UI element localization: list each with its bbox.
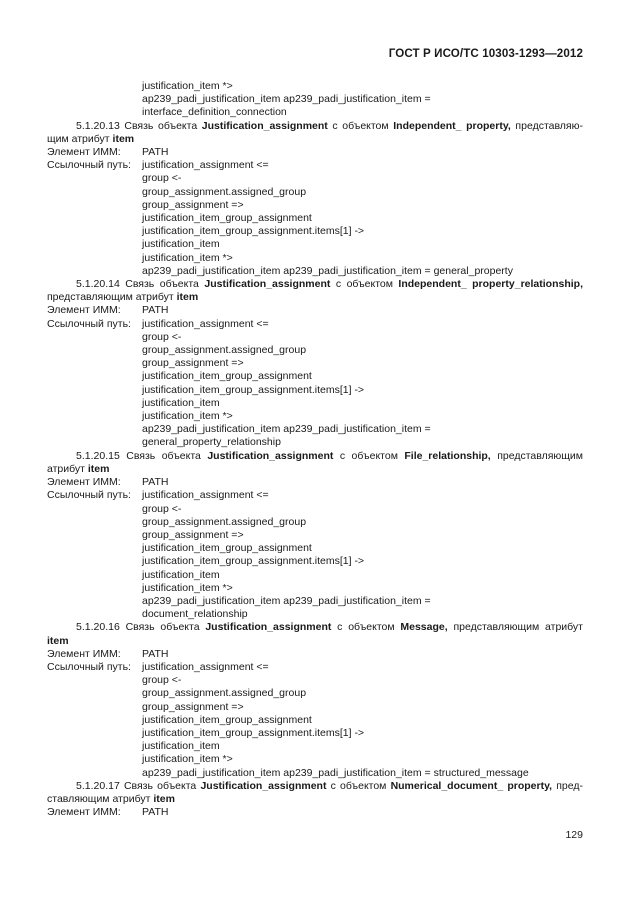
section-paragraph bbox=[47, 780, 583, 806]
reference-path-line: justification_item *> bbox=[142, 80, 233, 92]
paragraph-text: пред-ставляющим атрибут bbox=[47, 779, 583, 805]
reference-path-line: general_property_relationship bbox=[142, 436, 281, 449]
bold-term: Justification_assignment bbox=[205, 621, 332, 634]
field-label: Ссылочный путь: bbox=[47, 489, 131, 502]
section-paragraph bbox=[47, 621, 583, 647]
reference-path-line: group <- bbox=[142, 502, 182, 515]
bold-term: Justification_assignment bbox=[201, 119, 328, 132]
reference-path-line: justification_item bbox=[142, 740, 220, 753]
bold-term: item bbox=[153, 792, 175, 805]
field-value: justification_assignment <= bbox=[142, 489, 269, 502]
reference-path-line: group_assignment.assigned_group bbox=[142, 687, 307, 700]
labeled-line bbox=[47, 661, 583, 674]
reference-path-line: justification_item *> bbox=[142, 753, 233, 766]
paragraph-text: 5.1.20.16 Связь объекта bbox=[76, 621, 206, 634]
reference-path-line: ap239_padi_justification_item ap239_padi_justification_item = bbox=[142, 423, 431, 436]
field-value: PATH bbox=[142, 146, 169, 159]
reference-path-line: ap239_padi_justification_item ap239_padi_justification_item = bbox=[142, 93, 431, 106]
page-number: 129 bbox=[565, 829, 583, 841]
labeled-line bbox=[47, 304, 583, 317]
field-label: Элемент ИММ: bbox=[47, 647, 121, 660]
field-value: justification_assignment <= bbox=[142, 159, 269, 172]
bold-term: Numerical_document_ property, bbox=[390, 779, 553, 792]
paragraph-text: 5.1.20.13 Связь объекта bbox=[76, 119, 202, 132]
reference-path-line: group <- bbox=[142, 172, 182, 185]
reference-path-line: justification_item bbox=[142, 396, 220, 409]
field-label: Элемент ИММ: bbox=[47, 146, 121, 159]
paragraph-text: представляющим атрибут bbox=[47, 291, 177, 304]
bold-term: Justification_assignment bbox=[204, 278, 331, 291]
reference-path-line: justification_item *> bbox=[142, 581, 233, 594]
bold-term: File_relationship, bbox=[404, 449, 491, 462]
reference-path-line: justification_item_group_assignment.items[1] -> bbox=[142, 225, 365, 238]
reference-path-line: interface_definition_connection bbox=[142, 106, 287, 119]
field-value: justification_assignment <= bbox=[142, 317, 269, 330]
reference-path-line: group_assignment => bbox=[142, 357, 244, 370]
reference-path-line: group_assignment.assigned_group bbox=[142, 515, 307, 528]
reference-path-line: group_assignment.assigned_group bbox=[142, 185, 307, 198]
section-paragraph bbox=[47, 120, 583, 146]
section-paragraph bbox=[47, 450, 583, 476]
bold-term: item bbox=[176, 291, 199, 304]
paragraph-text: с объектом bbox=[331, 621, 401, 634]
document-header: ГОСТ Р ИСО/ТС 10303-1293—2012 bbox=[388, 47, 583, 60]
bold-term: Message, bbox=[400, 621, 448, 634]
labeled-line bbox=[47, 159, 583, 172]
paragraph-text: 5.1.20.17 Связь объекта bbox=[76, 779, 201, 792]
paragraph-text: 5.1.20.14 Связь объекта bbox=[76, 278, 205, 291]
paragraph-text: представляю-щим атрибут bbox=[47, 119, 583, 145]
paragraph-text: с объектом bbox=[326, 779, 391, 792]
labeled-line bbox=[47, 146, 583, 159]
reference-path-line: justification_item_group_assignment.items[1] -> bbox=[142, 555, 365, 568]
reference-path-line: justification_item_group_assignment bbox=[142, 212, 312, 225]
field-value: PATH bbox=[142, 647, 169, 660]
reference-path-line: document_relationship bbox=[142, 608, 248, 621]
field-label: Ссылочный путь: bbox=[47, 317, 131, 330]
reference-path-line: ap239_padi_justification_item ap239_padi_justification_item = structured_message bbox=[142, 766, 529, 779]
labeled-line bbox=[47, 318, 583, 331]
field-value: justification_assignment <= bbox=[142, 660, 269, 673]
labeled-line bbox=[47, 648, 583, 661]
reference-path-line: justification_item bbox=[142, 568, 220, 581]
field-value: PATH bbox=[142, 806, 169, 819]
bold-term: Independent_ property_relationship, bbox=[398, 278, 583, 291]
field-label: Ссылочный путь: bbox=[47, 660, 131, 673]
field-value: PATH bbox=[142, 476, 169, 489]
reference-path-line: justification_item *> bbox=[142, 410, 233, 423]
paragraph-text: с объектом bbox=[333, 449, 405, 462]
reference-path-line: ap239_padi_justification_item ap239_padi_justification_item = general_property bbox=[142, 264, 513, 277]
reference-path-line: justification_item *> bbox=[142, 251, 233, 264]
reference-path-line: justification_item_group_assignment bbox=[142, 370, 312, 383]
paragraph-text: с объектом bbox=[327, 119, 394, 132]
reference-path-line: justification_item_group_assignment bbox=[142, 542, 312, 555]
paragraph-text: представляющим атрибут bbox=[447, 621, 583, 634]
labeled-line bbox=[47, 476, 583, 489]
field-label: Элемент ИММ: bbox=[47, 304, 121, 317]
reference-path-line: ap239_padi_justification_item ap239_padi_justification_item = bbox=[142, 594, 431, 607]
reference-path-line: group_assignment => bbox=[142, 528, 244, 541]
reference-path-line: justification_item bbox=[142, 238, 220, 251]
reference-path-line: justification_item_group_assignment bbox=[142, 713, 312, 726]
section-paragraph bbox=[47, 278, 583, 304]
reference-path-line: justification_item_group_assignment.items[1] -> bbox=[142, 383, 365, 396]
reference-path-line: justification_item_group_assignment.items[1] -> bbox=[142, 726, 365, 739]
bold-term: item bbox=[112, 132, 135, 145]
field-label: Элемент ИММ: bbox=[47, 476, 121, 489]
labeled-line bbox=[47, 806, 583, 819]
bold-term: item bbox=[87, 462, 110, 475]
document-body bbox=[47, 80, 583, 819]
reference-path-line: group <- bbox=[142, 330, 182, 343]
paragraph-text: с объектом bbox=[330, 278, 399, 291]
field-label: Ссылочный путь: bbox=[47, 159, 131, 172]
reference-path-line: group_assignment => bbox=[142, 198, 244, 211]
bold-term: item bbox=[47, 634, 69, 647]
reference-path-line: group_assignment.assigned_group bbox=[142, 344, 307, 357]
reference-path-line: group <- bbox=[142, 674, 182, 687]
paragraph-text: 5.1.20.15 Связь объекта bbox=[76, 449, 208, 462]
reference-path-line: group_assignment => bbox=[142, 700, 244, 713]
paragraph-text: представляющим атрибут bbox=[47, 449, 583, 475]
bold-term: Justification_assignment bbox=[207, 449, 334, 462]
labeled-line bbox=[47, 489, 583, 502]
bold-term: Justification_assignment bbox=[200, 779, 327, 792]
bold-term: Independent_ property, bbox=[393, 119, 511, 132]
field-label: Элемент ИММ: bbox=[47, 806, 121, 819]
field-value: PATH bbox=[142, 304, 169, 317]
